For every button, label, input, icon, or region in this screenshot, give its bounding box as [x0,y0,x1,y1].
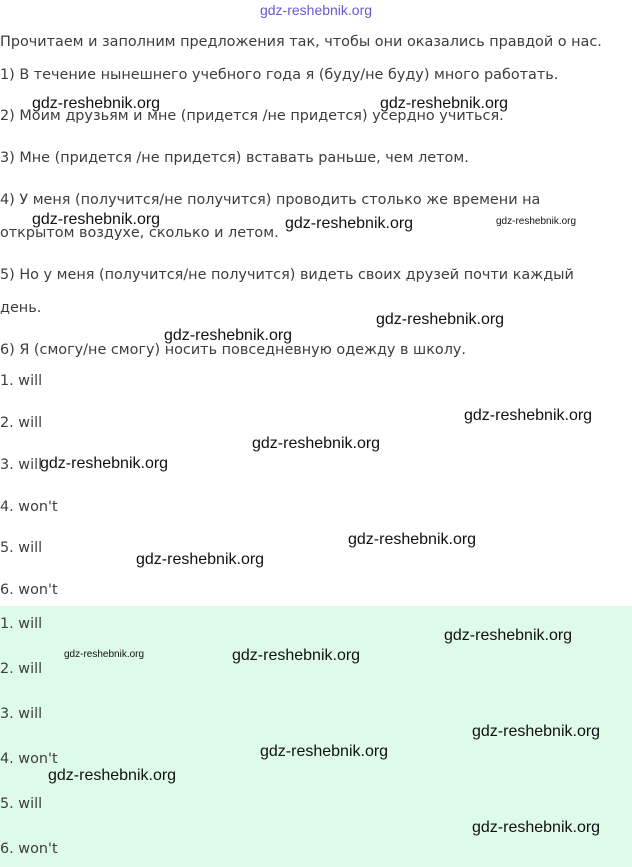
watermark: gdz-reshebnik.org [40,455,169,472]
watermark: gdz-reshebnik.org [496,216,577,227]
watermark: gdz-reshebnik.org [64,649,145,660]
boxed-answer-2: 2. will [0,661,43,677]
sentence-5-continued: день. [0,300,42,316]
sentence-1: 1) В течение нынешнего учебного года я (буду/не буду) много работать. [0,67,559,83]
answer-5: 5. will [0,540,43,556]
boxed-answer-1: 1. will [0,616,43,632]
sentence-6: 6) Я (смогу/не смогу) носить повседневную одежду в школу. [0,342,467,358]
sentence-5: 5) Но у меня (получится/не получится) видеть своих друзей почти каждый [0,267,574,283]
watermark: gdz-reshebnik.org [285,215,414,232]
watermark: gdz-reshebnik.org [380,95,509,112]
boxed-answer-6: 6. won't [0,841,58,857]
answer-4: 4. won't [0,499,58,515]
boxed-answer-5: 5. will [0,796,43,812]
sentence-4-continued: открытом воздухе, сколько и летом. [0,225,279,241]
watermark: gdz-reshebnik.org [444,627,573,644]
watermark: gdz-reshebnik.org [472,819,601,836]
sentence-4: 4) У меня (получится/не получится) проводить столько же времени на [0,192,541,208]
answer-1: 1. will [0,373,43,389]
watermark: gdz-reshebnik.org [348,531,477,548]
watermark: gdz-reshebnik.org [32,211,161,228]
watermark: gdz-reshebnik.org [164,327,293,344]
sentence-3: 3) Мне (придется /не придется) вставать раньше, чем летом. [0,150,469,166]
watermark: gdz-reshebnik.org [464,407,593,424]
answer-2: 2. will [0,415,43,431]
instruction-text: Прочитаем и заполним предложения так, чтобы они оказались правдой о нас. [0,34,602,50]
watermark: gdz-reshebnik.org [376,311,505,328]
watermark: gdz-reshebnik.org [252,435,381,452]
boxed-answer-3: 3. will [0,706,43,722]
answer-6: 6. won't [0,582,58,598]
sentence-2: 2) Моим друзьям и мне (придется /не придется) усердно учиться. [0,108,504,124]
boxed-answer-4: 4. won't [0,751,58,767]
watermark: gdz-reshebnik.org [232,647,361,664]
site-header-link[interactable]: gdz-reshebnik.org [259,2,373,18]
watermark: gdz-reshebnik.org [32,95,161,112]
watermark: gdz-reshebnik.org [260,743,389,760]
watermark: gdz-reshebnik.org [136,551,265,568]
answer-3: 3. will [0,457,43,473]
watermark: gdz-reshebnik.org [48,767,177,784]
watermark: gdz-reshebnik.org [472,723,601,740]
